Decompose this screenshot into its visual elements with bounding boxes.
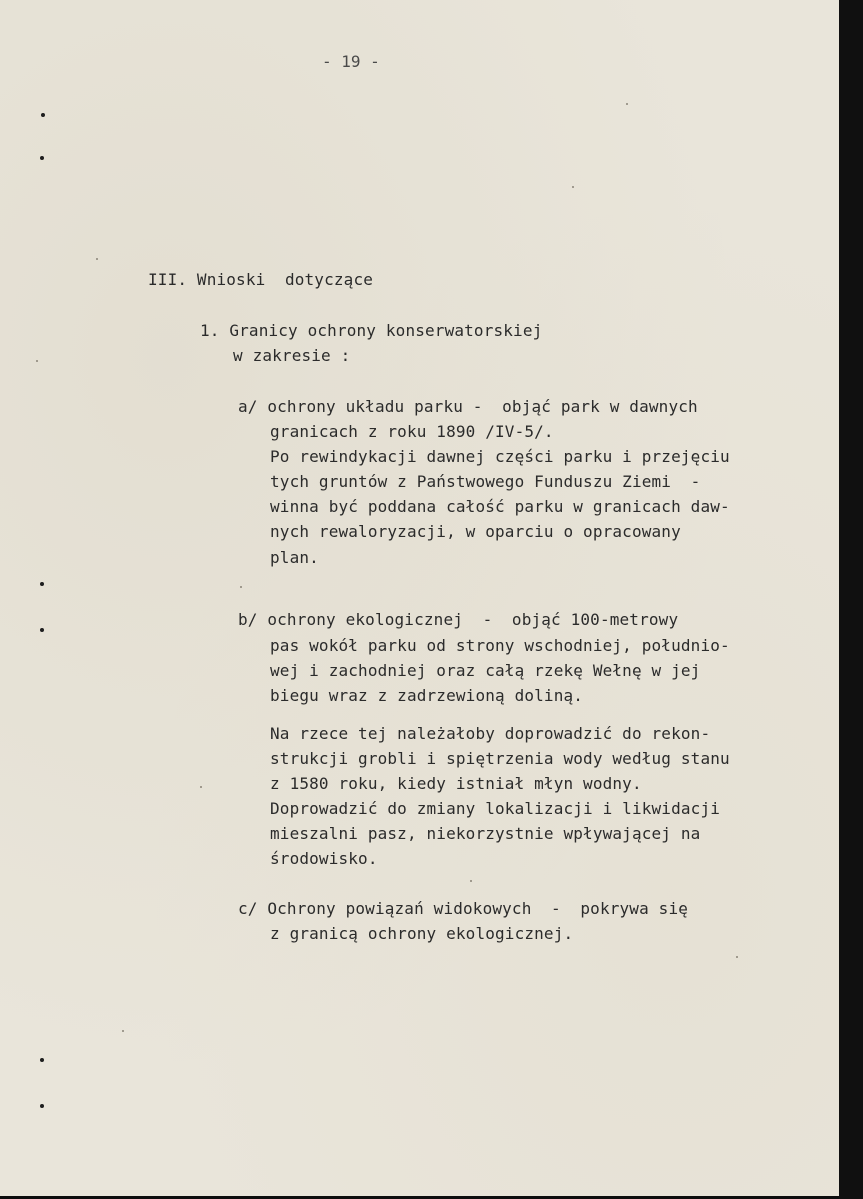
paper-speck [240, 586, 242, 588]
item-1-line-1: 1. Granicy ochrony konserwatorskiej [200, 321, 543, 340]
item-a-line-4: tych gruntów z Państwowego Funduszu Ziemi - [270, 472, 701, 491]
item-b-line-1: b/ ochrony ekologicznej - objąć 100-metrowy [238, 610, 679, 629]
margin-mark [40, 156, 44, 160]
item-a-line-1: a/ ochrony układu parku - objąć park w dawnych [238, 397, 698, 416]
paper-speck [200, 786, 202, 788]
item-c-line-2: z granicą ochrony ekologicznej. [270, 924, 574, 943]
paper-speck [96, 258, 98, 260]
paper-speck [470, 880, 472, 882]
paper-speck [626, 103, 628, 105]
paper-speck [736, 956, 738, 958]
item-a-line-2: granicach z roku 1890 /IV-5/. [270, 422, 554, 441]
item-b-paragraph-line-1: Na rzece tej należałoby doprowadzić do rekon- [270, 724, 711, 743]
item-a-line-3: Po rewindykacji dawnej części parku i przejęciu [270, 447, 730, 466]
margin-mark [40, 1104, 44, 1108]
margin-mark [40, 628, 44, 632]
item-b-paragraph-line-4: Doprowadzić do zmiany lokalizacji i likwidacji [270, 799, 721, 818]
paper-speck [572, 186, 574, 188]
item-b-paragraph-line-3: z 1580 roku, kiedy istniał młyn wodny. [270, 774, 642, 793]
margin-mark [41, 113, 45, 117]
item-b-paragraph-line-5: mieszalni pasz, niekorzystnie wpływającej na [270, 824, 701, 843]
item-b-line-3: wej i zachodniej oraz całą rzekę Wełnę w jej [270, 661, 701, 680]
paper-speck [36, 360, 38, 362]
section-heading: III. Wnioski dotyczące [148, 270, 374, 289]
item-b-paragraph-line-2: strukcji grobli i spiętrzenia wody według stanu [270, 749, 730, 768]
paper-speck [122, 1030, 124, 1032]
item-b-line-2: pas wokół parku od strony wschodniej, południo- [270, 636, 730, 655]
margin-mark [40, 1058, 44, 1062]
page-number: - 19 - [322, 52, 380, 71]
item-b-paragraph-line-6: środowisko. [270, 849, 378, 868]
item-a-line-7: plan. [270, 548, 319, 567]
margin-mark [40, 582, 44, 586]
item-b-line-4: biegu wraz z zadrzewioną doliną. [270, 686, 584, 705]
scan-edge [839, 0, 863, 1199]
item-a-line-5: winna być poddana całość parku w granicach daw- [270, 497, 730, 516]
item-1-line-2: w zakresie : [233, 346, 351, 365]
item-c-line-1: c/ Ochrony powiązań widokowych - pokrywa się [238, 899, 689, 918]
item-a-line-6: nych rewaloryzacji, w oparciu o opracowany [270, 522, 681, 541]
